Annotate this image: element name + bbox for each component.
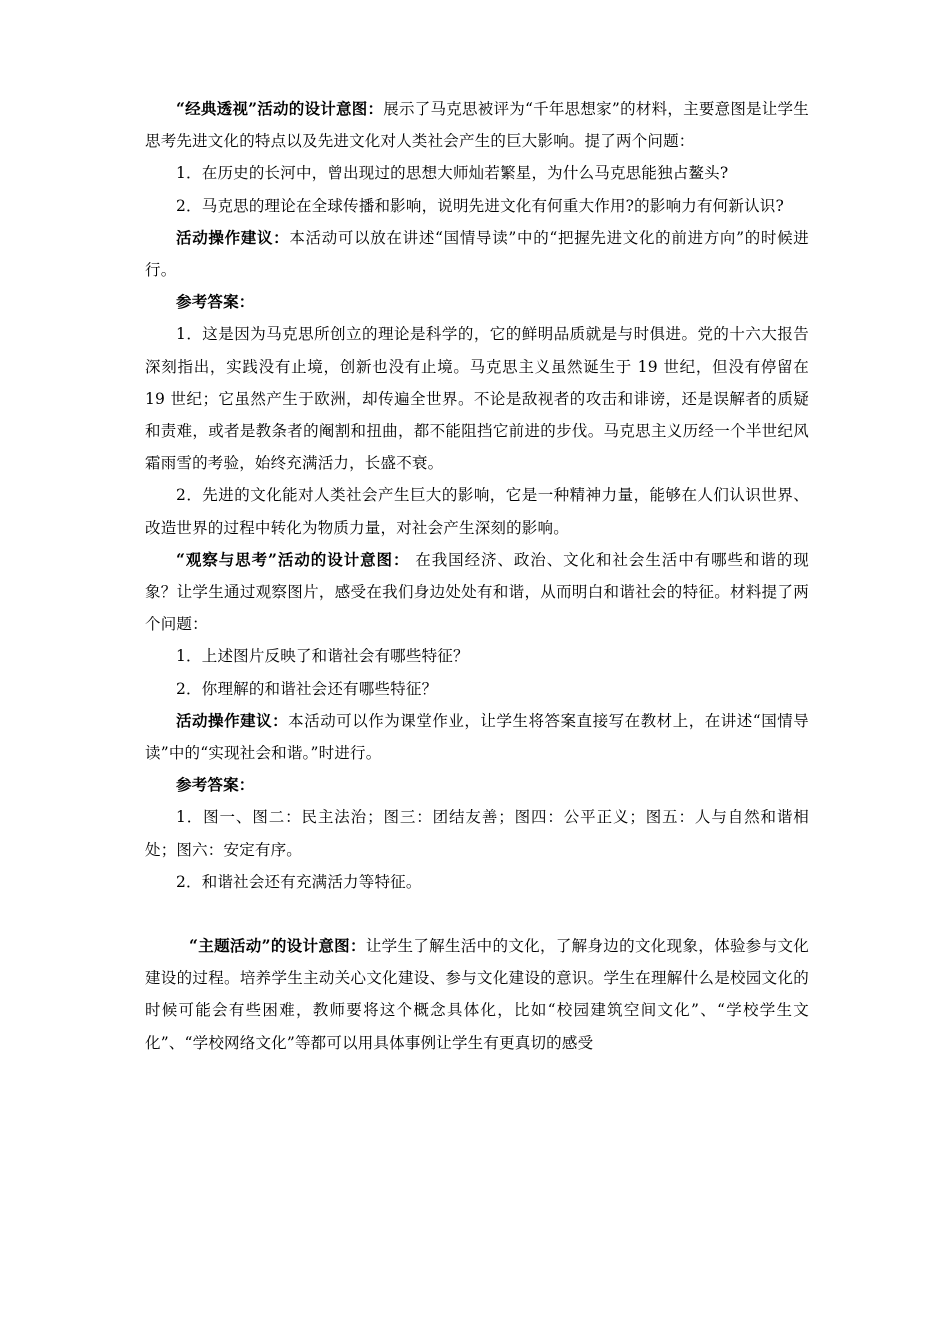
classic-suggestion-text: 本活动可以放在讲述“国情导读”中的“把握先进文化的前进方向”的时候进行。 (145, 228, 810, 280)
theme-activity-text: 让学生了解生活中的文化，了解身边的文化现象，体验参与文化建设的过程。培养学生主动关心文化建设、参与文化建设的意识。学生在理解什么是校园文化的时候可能会有些困难，教师要将这个概念具体化，比如“校园建筑空间文化”、“学校学生文化”、“学校网络文化”等都可以用具体事例让学生有更真切的感受 (145, 937, 809, 1052)
observe-answer-label: 参考答案： (176, 775, 255, 795)
section-spacer (145, 898, 809, 930)
classic-question-1: 1．在历史的长河中，曾出现过的思想大师灿若繁星，为什么马克思能独占鳌头? (176, 164, 729, 183)
observe-suggestion-label: 活动操作建议： (176, 710, 289, 730)
observe-think-heading: “观察与思考”活动的设计意图： (176, 549, 410, 569)
classic-answer-2: 2．先进的文化能对人类社会产生巨大的影响，它是一种精神力量，能够在人们认识世界、改造世界的过程中转化为物质力量，对社会产生深刻的影响。 (145, 486, 809, 537)
observe-question-1: 1．上述图片反映了和谐社会有哪些特征？ (176, 647, 469, 666)
classic-perspective-intro (145, 93, 809, 157)
classic-perspective-text: 展示了马克思被评为“千年思想家”的材料，主要意图是让学生思考先进文化的特点以及先进文化对人类社会产生的巨大影响。提了两个问题： (145, 100, 810, 151)
classic-suggestion-label: 活动操作建议： (176, 227, 290, 247)
observe-question-2: 2．你理解的和谐社会还有哪些特征？ (176, 679, 438, 698)
observe-suggestion-text: 本活动可以作为课堂作业，让学生将答案直接写在教材上，在讲述“国情导读”中的“实现社会和谐。”时进行。 (145, 711, 809, 763)
classic-answer-1: 1．这是因为马克思所创立的理论是科学的，它的鲜明品质就是与时俱进。党的十六大报告深刻指出，实践没有止境，创新也没有止境。马克思主义虽然诞生于 19 世纪，但没有停留在 19 世纪；它虽然产生于欧洲，却传遍全世界。不论是敌视者的攻击和诽谤，还是误解者的质疑和责难，或者是教条者的阉割和扭曲，都不能阻挡它前进的步伐。马克思主义历经一个半世纪风霜雨雪的考验，始终充满活力，长盛不衰。 (145, 325, 809, 473)
theme-activity-heading: “主题活动”的设计意图： (189, 936, 366, 956)
observe-answer-2: 2．和谐社会还有充满活力等特征。 (176, 872, 422, 891)
observe-think-text: 在我国经济、政治、文化和社会生活中有哪些和谐的现象？让学生通过观察图片，感受在我们身边处处有和谐，从而明白和谐社会的特征。材料提了两个问题： (145, 550, 809, 634)
classic-answer-label: 参考答案： (176, 292, 255, 312)
observe-think-intro (145, 544, 809, 641)
classic-question-2: 2．马克思的理论在全球传播和影响，说明先进文化有何重大作用?的影响力有何新认识? (176, 196, 784, 215)
classic-perspective-heading: “经典透视”活动的设计意图： (176, 99, 384, 118)
document-body (145, 93, 809, 1059)
theme-activity-intro (145, 930, 809, 1059)
observe-suggestion (145, 705, 809, 769)
classic-suggestion (145, 222, 809, 286)
observe-answer-1: 1．图一、图二：民主法治；图三：团结友善；图四：公平正义；图五：人与自然和谐相处；图六：安定有序。 (145, 808, 809, 859)
